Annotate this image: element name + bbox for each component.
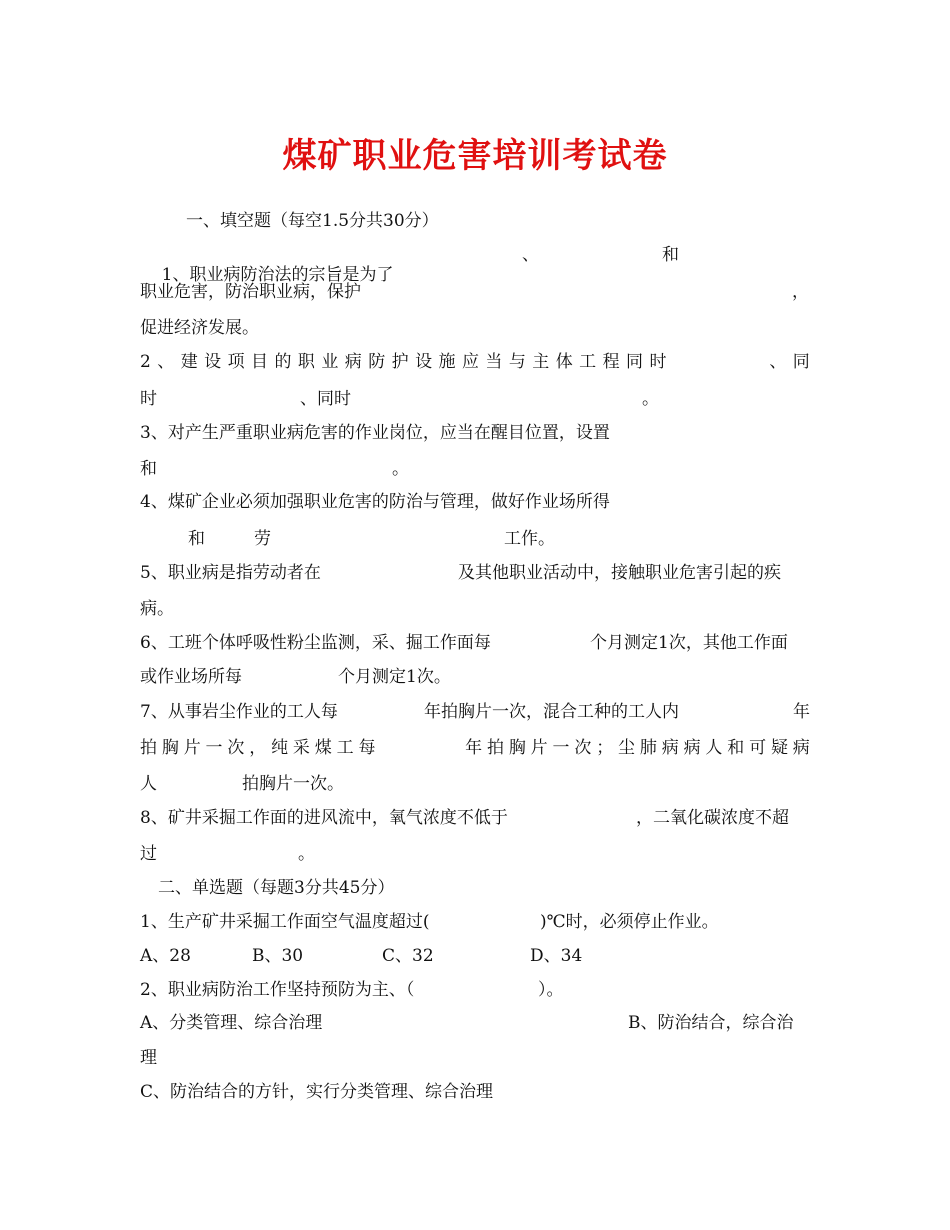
- q1-line2-comma: ，: [792, 282, 809, 302]
- q7-blank: [380, 738, 460, 758]
- q2-char: 项: [227, 352, 245, 372]
- q7-char: 胸: [161, 738, 179, 758]
- q7-line1-end: 年: [793, 702, 810, 722]
- q7-char: 病: [683, 738, 701, 758]
- q2-char: 的: [274, 352, 292, 372]
- q7-char: 采: [292, 738, 310, 758]
- q7-char: 拍: [140, 738, 157, 758]
- s2-q1-option-d: D、34: [530, 946, 583, 966]
- q2-blank: [673, 352, 763, 372]
- q1-line2: 职业危害，防治职业病，保护: [140, 282, 361, 302]
- q1-line3: 促进经济发展。: [140, 318, 259, 338]
- q2-char: 建: [180, 352, 198, 372]
- q7-char: 每: [358, 738, 376, 758]
- q5-line1-start: 5、职业病是指劳动者在: [140, 563, 321, 583]
- q6-line1-start: 6、工班个体呼吸性粉尘监测，采、掘工作面每: [140, 633, 491, 653]
- section1-heading: 一、填空题（每空1.5分共30分）: [186, 211, 439, 231]
- q2-char: 病: [344, 352, 362, 372]
- q2-char: 程: [602, 352, 620, 372]
- q2-line2-end: 。: [642, 389, 659, 409]
- q7-char: 年: [465, 738, 483, 758]
- q7-char: 煤: [314, 738, 332, 758]
- q4-line1: 4、煤矿企业必须加强职业危害的防治与管理，做好作业场所得: [140, 492, 610, 512]
- q7-char: ；: [596, 738, 614, 758]
- s2-q1-option-b: B、30: [252, 946, 304, 966]
- q2-char: 体: [555, 352, 573, 372]
- q7-char: 胸: [508, 738, 526, 758]
- s2-q1-stem-end: )℃时，必须停止作业。: [540, 912, 719, 932]
- q1-sep: 、: [522, 245, 539, 265]
- q7-line1-start: 7、从事岩尘作业的工人每: [140, 702, 338, 722]
- section2-heading: 二、单选题（每题3分共45分）: [158, 878, 395, 898]
- q2-char: 同: [792, 352, 810, 372]
- q2-char: 当: [485, 352, 503, 372]
- q2-char: 、: [157, 352, 175, 372]
- q2-char: 施: [438, 352, 456, 372]
- q7-char: 一: [552, 738, 570, 758]
- q2-char: 主: [532, 352, 550, 372]
- q3-line2-and: 和: [140, 459, 157, 479]
- q7-char: 片: [183, 738, 201, 758]
- s2-q2-option-c: C、防治结合的方针，实行分类管理、综合治理: [140, 1082, 494, 1102]
- q2-char: 防: [368, 352, 386, 372]
- s2-q2-option-b-cont: 理: [140, 1048, 157, 1068]
- q7-line3-start: 人: [140, 774, 157, 794]
- q6-line1-end: 个月测定1次，其他工作面: [590, 633, 788, 653]
- q2-char: 设: [415, 352, 433, 372]
- q2-line2-start: 时: [140, 389, 157, 409]
- q7-char: ，: [249, 738, 267, 758]
- q8-line2-end: 。: [298, 844, 315, 864]
- q8-line1-end: ，二氧化碳浓度不超: [636, 808, 789, 828]
- s2-q2-option-a: A、分类管理、综合治理: [140, 1013, 323, 1033]
- q8-line2-start: 过: [140, 844, 157, 864]
- q1-text: 1、职业病防治法的宗旨是为了: [161, 265, 394, 285]
- q2-char: 目: [251, 352, 269, 372]
- q2-char: 应: [461, 352, 479, 372]
- q6-line2-end: 个月测定1次。: [338, 667, 451, 687]
- s2-q2-option-b: B、防治结合，综合治: [628, 1013, 794, 1033]
- q5-line2: 病。: [140, 599, 174, 619]
- q2-char: 与: [508, 352, 526, 372]
- q7-char: 纯: [271, 738, 289, 758]
- q7-line3-end: 拍胸片一次。: [242, 774, 344, 794]
- q4-line2-and: 和: [188, 529, 205, 549]
- q2-char: 护: [391, 352, 409, 372]
- q7-char: 次: [227, 738, 245, 758]
- q7-char: 病: [661, 738, 679, 758]
- q3-line1: 3、对产生严重职业病危害的作业岗位，应当在醒目位置，设置: [140, 423, 610, 443]
- q2-char: 、: [769, 352, 787, 372]
- q2-char: 时: [649, 352, 667, 372]
- q7-char: 和: [727, 738, 745, 758]
- q7-char: 人: [705, 738, 723, 758]
- q4-line2-lao: 劳: [254, 529, 271, 549]
- q7-char: 片: [530, 738, 548, 758]
- q7-char: 可: [749, 738, 767, 758]
- q7-char: 一: [205, 738, 223, 758]
- q7-line1-mid: 年拍胸片一次，混合工种的工人内: [424, 702, 679, 722]
- q7-char: 肺: [639, 738, 657, 758]
- q6-line2-start: 或作业场所每: [140, 667, 242, 687]
- s2-q1-option-c: C、32: [382, 946, 434, 966]
- q2-char: 2: [140, 352, 151, 372]
- q4-line2-end: 工作。: [504, 529, 555, 549]
- q7-char: 病: [792, 738, 810, 758]
- s2-q1-stem-start: 1、生产矿井采掘工作面空气温度超过(: [140, 912, 430, 932]
- q2-line1: [140, 352, 810, 372]
- s2-q2-stem-end: ）。: [538, 980, 564, 1000]
- q7-char: 次: [574, 738, 592, 758]
- s2-q1-option-a: A、28: [140, 946, 191, 966]
- q3-line2-end: 。: [392, 459, 409, 479]
- q2-char: 工: [579, 352, 597, 372]
- q2-char: 职: [297, 352, 315, 372]
- q7-char: 工: [336, 738, 354, 758]
- q1-and: 和: [662, 245, 679, 265]
- q7-char: 拍: [486, 738, 504, 758]
- q2-char: 业: [321, 352, 339, 372]
- q7-char: 疑: [770, 738, 788, 758]
- q5-line1-end: 及其他职业活动中，接触职业危害引起的疾: [458, 563, 781, 583]
- q2-char: 同: [626, 352, 644, 372]
- s2-q2-stem-start: 2、职业病防治工作坚持预防为主、（: [140, 980, 415, 1000]
- q7-line2: [140, 738, 810, 758]
- q2-line2-mid: 、同时: [300, 389, 351, 409]
- q2-char: 设: [204, 352, 222, 372]
- q7-char: 尘: [618, 738, 636, 758]
- q8-line1-start: 8、矿井采掘工作面的进风流中，氧气浓度不低于: [140, 808, 508, 828]
- exam-title: 煤矿职业危害培训考试卷: [282, 136, 668, 176]
